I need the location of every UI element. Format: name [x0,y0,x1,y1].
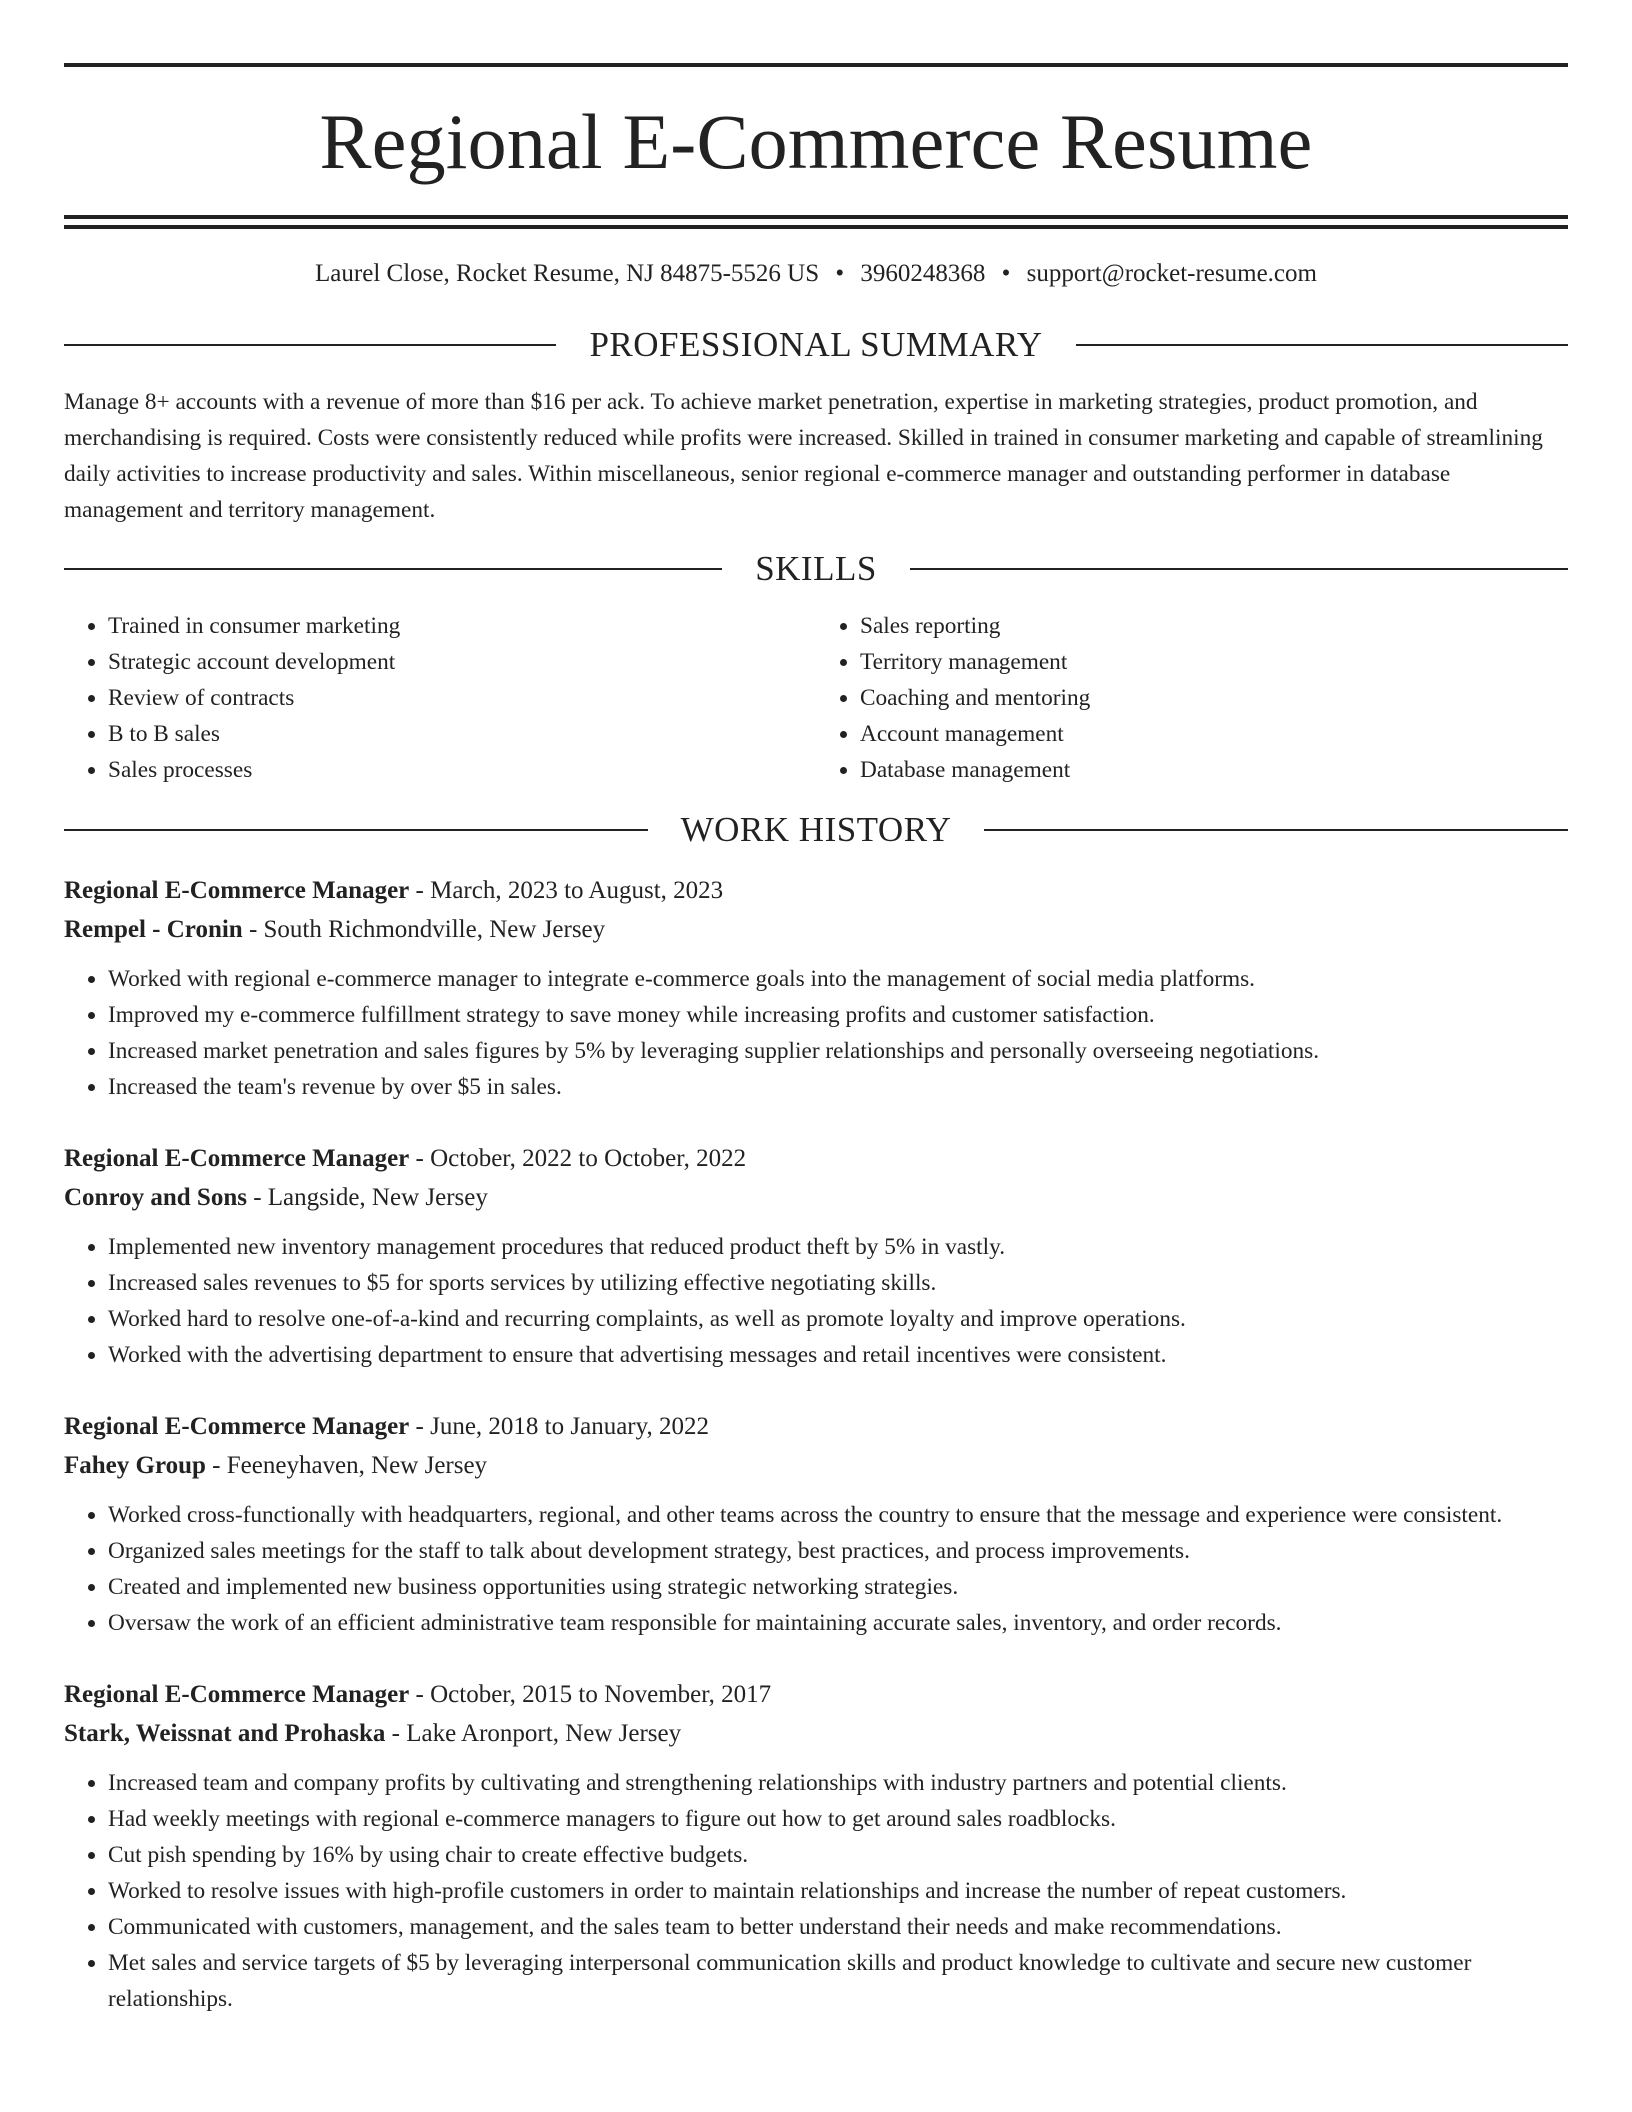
job-company: Conroy and Sons [64,1184,247,1212]
job-entry [64,1139,1568,1373]
skill-item: • Strategic account development [108,644,816,680]
job-title: Regional E-Commerce Manager [64,1413,410,1441]
job-bullet: • Worked with regional e-commerce manager to integrate e-commerce goals into the management of social media platforms. [108,961,1568,997]
job-bullet: • Increased team and company profits by cultivating and strengthening relationships with industry partners and potential clients. [108,1765,1568,1801]
job-bullet: • Cut pish spending by 16% by using chair to create effective budgets. [108,1837,1568,1873]
section-heading-summary [64,327,1568,362]
job-bullet: • Increased market penetration and sales figures by 5% by leveraging supplier relationships and personally overseeing negotiations. [108,1033,1568,1069]
contact-phone: 3960248368 [860,260,986,287]
job-title: Regional E-Commerce Manager [64,1145,410,1173]
skills-column-left [64,608,816,788]
professional-summary-text: Manage 8+ accounts with a revenue of more than $16 per ack. To achieve market penetration, expertise in marketing strategies, product promotion, and merchandising is required. Costs were consistently reduced while profits were increased. Skilled in trained in consumer marketing and capable of streamlining daily activities to increase productivity and sales. Within miscellaneous, senior regional e-commerce manager and outstanding performer in database management and territory management. [64,389,1543,523]
job-bullets [64,1497,1568,1641]
job-dates: - October, 2015 to November, 2017 [409,1681,772,1709]
skill-item: • Account management [860,716,1568,752]
job-bullet: • Oversaw the work of an efficient administrative team responsible for maintaining accurate sales, inventory, and order records. [108,1605,1568,1641]
job-dates: - October, 2022 to October, 2022 [409,1145,747,1173]
job-title: Regional E-Commerce Manager [64,1681,410,1709]
title-double-rule [64,215,1568,229]
skill-item: • Sales reporting [860,608,1568,644]
job-location: - Langside, New Jersey [246,1184,488,1212]
job-location: - South Richmondville, New Jersey [242,916,606,944]
job-entry [64,1407,1568,1641]
job-bullet: • Organized sales meetings for the staff to talk about development strategy, best practices, and process improvements. [108,1533,1568,1569]
job-company: Stark, Weissnat and Prohaska [64,1720,386,1748]
job-dates: - March, 2023 to August, 2023 [409,877,724,905]
job-location: - Lake Aronport, New Jersey [385,1720,682,1748]
job-bullet: • Communicated with customers, management, and the sales team to better understand their needs and make recommendations. [108,1909,1568,1945]
section-heading-work-history [64,810,1568,850]
skill-item: • Territory management [860,644,1568,680]
section-heading-skills [64,549,1568,589]
job-bullet: • Worked to resolve issues with high-profile customers in order to maintain relationships and increase the number of repeat customers. [108,1873,1568,1909]
job-title: Regional E-Commerce Manager [64,877,410,905]
skills-column-right [816,608,1568,788]
job-bullet: • Had weekly meetings with regional e-commerce managers to figure out how to get around sales roadblocks. [108,1801,1568,1837]
job-dates: - June, 2018 to January, 2022 [409,1413,710,1441]
job-bullet: • Increased sales revenues to $5 for sports services by utilizing effective negotiating skills. [108,1265,1568,1301]
job-bullets [64,961,1568,1105]
job-location: - Feeneyhaven, New Jersey [205,1452,488,1480]
contact-separator: • [1001,260,1011,287]
section-heading-label: WORK HISTORY [680,810,952,850]
job-bullet: • Increased the team's revenue by over $5 in sales. [108,1069,1568,1105]
section-heading-label: SKILLS [755,549,877,589]
job-entry [64,871,1568,1105]
job-bullets [64,1765,1568,2017]
skill-item: • Sales processes [108,752,816,788]
job-bullet: • Met sales and service targets of $5 by leveraging interpersonal communication skills and product knowledge to cultivate and secure new customer relationships. [108,1945,1568,2017]
resume-title: Regional E-Commerce Resume [319,98,1313,185]
job-bullet: • Improved my e-commerce fulfillment strategy to save money while increasing profits and customer satisfaction. [108,997,1568,1033]
skill-item: • B to B sales [108,716,816,752]
job-bullet: • Worked with the advertising department to ensure that advertising messages and retail incentives were consistent. [108,1337,1568,1373]
job-entry [64,1675,1568,2017]
top-rule [64,63,1568,67]
skill-item: • Trained in consumer marketing [108,608,816,644]
skill-item: • Review of contracts [108,680,816,716]
job-bullet: • Worked hard to resolve one-of-a-kind and recurring complaints, as well as promote loyalty and improve operations. [108,1301,1568,1337]
contact-line [64,259,1568,289]
contact-separator: • [835,260,845,287]
section-heading-label: PROFESSIONAL SUMMARY [589,325,1043,364]
skill-item: • Database management [860,752,1568,788]
contact-email: support@rocket-resume.com [1026,260,1317,287]
job-bullet: • Implemented new inventory management procedures that reduced product theft by 5% in vastly. [108,1229,1568,1265]
job-company: Fahey Group [64,1452,206,1480]
job-company: Rempel - Cronin [64,916,243,944]
job-bullet: • Created and implemented new business opportunities using strategic networking strategies. [108,1569,1568,1605]
skills-list [64,608,1568,788]
skill-item: • Coaching and mentoring [860,680,1568,716]
contact-address: Laurel Close, Rocket Resume, NJ 84875-5526 US [315,260,820,287]
job-bullets [64,1229,1568,1373]
job-bullet: • Worked cross-functionally with headquarters, regional, and other teams across the country to ensure that the message and experience were consistent. [108,1497,1568,1533]
